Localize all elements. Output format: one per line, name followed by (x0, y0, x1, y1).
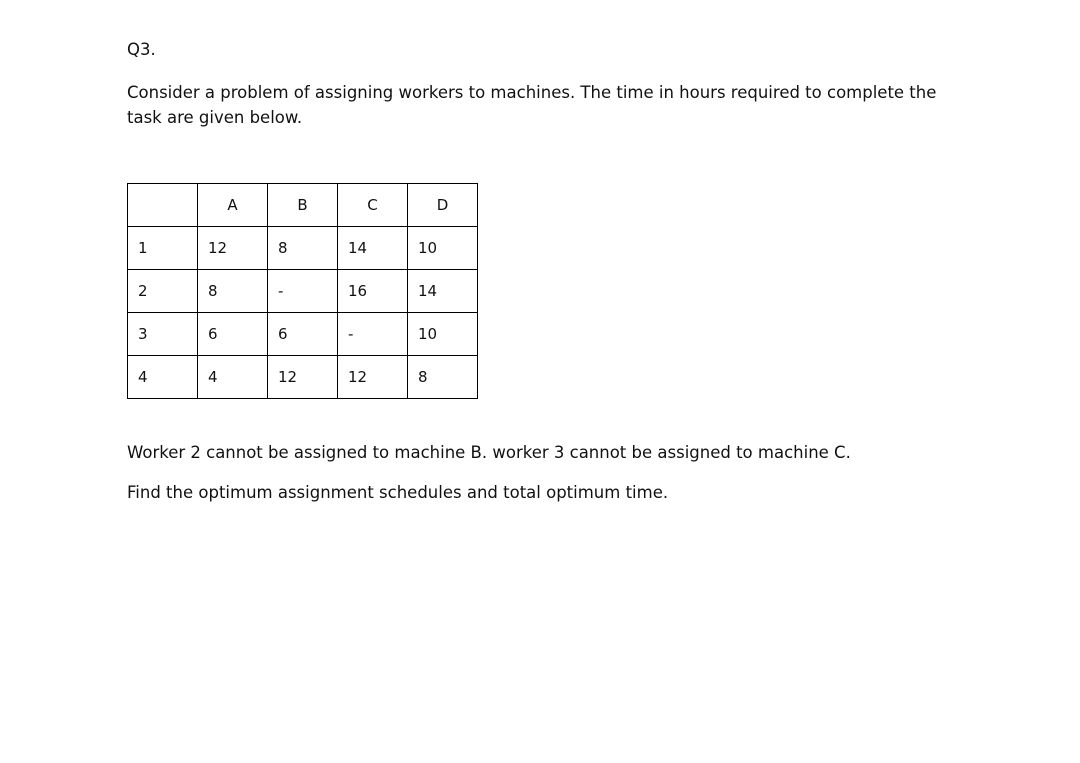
table-row-label: 3 (128, 313, 198, 356)
table-cell: 8 (268, 227, 338, 270)
table-cell: 12 (338, 356, 408, 399)
table-cell: 14 (338, 227, 408, 270)
table-row (128, 227, 478, 270)
table-header-cell: A (198, 184, 268, 227)
table-row (128, 270, 478, 313)
task-instruction: Find the optimum assignment schedules and total optimum time. (127, 483, 669, 502)
table-row-label: 1 (128, 227, 198, 270)
table-cell: 4 (198, 356, 268, 399)
table-cell: 12 (198, 227, 268, 270)
table-cell: - (338, 313, 408, 356)
table-cell: 6 (198, 313, 268, 356)
table-cell: - (268, 270, 338, 313)
table-row (128, 313, 478, 356)
table-cell: 10 (408, 313, 478, 356)
table-cell: 10 (408, 227, 478, 270)
table-cell: 8 (198, 270, 268, 313)
assignment-cost-table (127, 183, 478, 399)
table-cell: 14 (408, 270, 478, 313)
table-cell: 8 (408, 356, 478, 399)
table-header-row (128, 184, 478, 227)
table-header-cell: D (408, 184, 478, 227)
question-intro: Consider a problem of assigning workers to machines. The time in hours required to complete the task are given below. (127, 83, 937, 127)
question-label: Q3. (127, 40, 156, 59)
table-cell: 6 (268, 313, 338, 356)
table-row-label: 2 (128, 270, 198, 313)
table-cell: 16 (338, 270, 408, 313)
table-row (128, 356, 478, 399)
table-corner-cell (128, 184, 198, 227)
table-header-cell: C (338, 184, 408, 227)
table-row-label: 4 (128, 356, 198, 399)
table-header-cell: B (268, 184, 338, 227)
constraint-note: Worker 2 cannot be assigned to machine B. worker 3 cannot be assigned to machine C. (127, 443, 851, 462)
table-cell: 12 (268, 356, 338, 399)
